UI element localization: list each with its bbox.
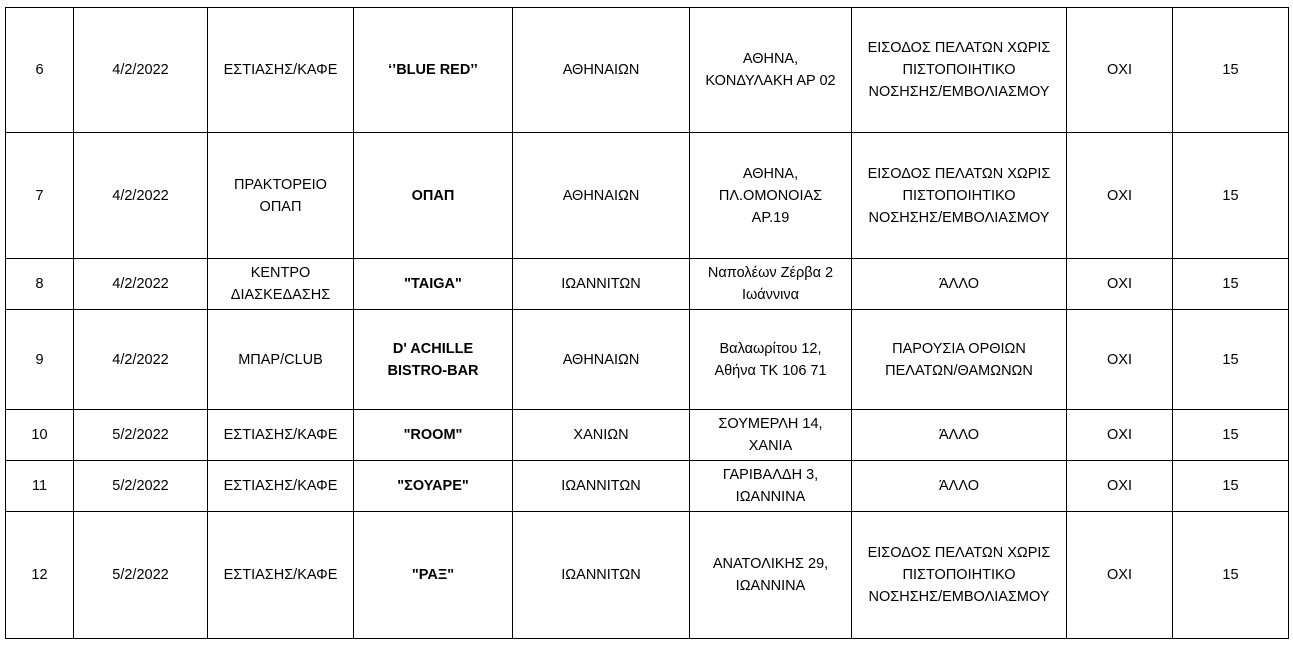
address-cell: Ναπολέων Ζέρβα 2 Ιωάννινα <box>690 259 852 310</box>
business-name-cell: D' ACHILLE BISTRO-BAR <box>354 310 513 410</box>
row-number: 11 <box>6 461 74 512</box>
category-cell: ΕΣΤΙΑΣΗΣ/ΚΑΦΕ <box>208 461 354 512</box>
address-cell: ΓΑΡΙΒΑΛΔΗ 3, ΙΩΑΝΝΙΝΑ <box>690 461 852 512</box>
date-cell: 4/2/2022 <box>74 133 208 259</box>
flag-cell: ΟΧΙ <box>1067 310 1173 410</box>
business-name-cell: "ΡΑΞ" <box>354 512 513 639</box>
value-cell: 15 <box>1173 8 1289 133</box>
value-cell: 15 <box>1173 310 1289 410</box>
violation-cell: ΕΙΣΟΔΟΣ ΠΕΛΑΤΩΝ ΧΩΡΙΣ ΠΙΣΤΟΠΟΙΗΤΙΚΟ ΝΟΣΗΣΗΣ/ΕΜΒΟΛΙΑΣΜΟΥ <box>852 8 1067 133</box>
region-cell: ΧΑΝΙΩΝ <box>513 410 690 461</box>
violation-cell: ΆΛΛΟ <box>852 259 1067 310</box>
inspection-table <box>5 7 1289 639</box>
region-cell: ΑΘΗΝΑΙΩΝ <box>513 133 690 259</box>
table-row <box>6 512 1289 639</box>
region-cell: ΑΘΗΝΑΙΩΝ <box>513 8 690 133</box>
value-cell: 15 <box>1173 512 1289 639</box>
date-cell: 4/2/2022 <box>74 8 208 133</box>
value-cell: 15 <box>1173 461 1289 512</box>
region-cell: ΙΩΑΝΝΙΤΩΝ <box>513 259 690 310</box>
row-number: 6 <box>6 8 74 133</box>
region-cell: ΙΩΑΝΝΙΤΩΝ <box>513 512 690 639</box>
row-number: 7 <box>6 133 74 259</box>
row-number: 12 <box>6 512 74 639</box>
table-row <box>6 259 1289 310</box>
flag-cell: ΟΧΙ <box>1067 259 1173 310</box>
category-cell: ΚΕΝΤΡΟ ΔΙΑΣΚΕΔΑΣΗΣ <box>208 259 354 310</box>
date-cell: 5/2/2022 <box>74 461 208 512</box>
category-cell: ΠΡΑΚΤΟΡΕΙΟ ΟΠΑΠ <box>208 133 354 259</box>
address-cell: ΣΟΥΜΕΡΛΗ 14, ΧΑΝΙΑ <box>690 410 852 461</box>
category-cell: ΜΠΑΡ/CLUB <box>208 310 354 410</box>
address-cell: ΑΘΗΝΑ, ΠΛ.ΟΜΟΝΟΙΑΣ ΑΡ.19 <box>690 133 852 259</box>
violation-cell: ΆΛΛΟ <box>852 410 1067 461</box>
date-cell: 4/2/2022 <box>74 259 208 310</box>
table-row <box>6 133 1289 259</box>
table-row <box>6 461 1289 512</box>
table-body <box>6 8 1289 639</box>
flag-cell: ΟΧΙ <box>1067 461 1173 512</box>
table-row <box>6 8 1289 133</box>
address-cell: ΑΘΗΝΑ, ΚΟΝΔΥΛΑΚΗ ΑΡ 02 <box>690 8 852 133</box>
business-name-cell: "ΣΟΥΑΡΕ" <box>354 461 513 512</box>
row-number: 9 <box>6 310 74 410</box>
address-cell: Βαλαωρίτου 12, Αθήνα ΤΚ 106 71 <box>690 310 852 410</box>
violation-cell: ΕΙΣΟΔΟΣ ΠΕΛΑΤΩΝ ΧΩΡΙΣ ΠΙΣΤΟΠΟΙΗΤΙΚΟ ΝΟΣΗΣΗΣ/ΕΜΒΟΛΙΑΣΜΟΥ <box>852 512 1067 639</box>
date-cell: 5/2/2022 <box>74 512 208 639</box>
table-row <box>6 410 1289 461</box>
flag-cell: ΟΧΙ <box>1067 512 1173 639</box>
flag-cell: ΟΧΙ <box>1067 410 1173 461</box>
violation-cell: ΕΙΣΟΔΟΣ ΠΕΛΑΤΩΝ ΧΩΡΙΣ ΠΙΣΤΟΠΟΙΗΤΙΚΟ ΝΟΣΗΣΗΣ/ΕΜΒΟΛΙΑΣΜΟΥ <box>852 133 1067 259</box>
date-cell: 4/2/2022 <box>74 310 208 410</box>
date-cell: 5/2/2022 <box>74 410 208 461</box>
row-number: 10 <box>6 410 74 461</box>
table-row <box>6 310 1289 410</box>
value-cell: 15 <box>1173 133 1289 259</box>
flag-cell: ΟΧΙ <box>1067 8 1173 133</box>
row-number: 8 <box>6 259 74 310</box>
region-cell: ΙΩΑΝΝΙΤΩΝ <box>513 461 690 512</box>
category-cell: ΕΣΤΙΑΣΗΣ/ΚΑΦΕ <box>208 410 354 461</box>
violation-cell: ΠΑΡΟΥΣΙΑ ΟΡΘΙΩΝ ΠΕΛΑΤΩΝ/ΘΑΜΩΝΩΝ <box>852 310 1067 410</box>
business-name-cell: ‘’BLUE RED’’ <box>354 8 513 133</box>
value-cell: 15 <box>1173 410 1289 461</box>
business-name-cell: "ROOM" <box>354 410 513 461</box>
business-name-cell: ΟΠΑΠ <box>354 133 513 259</box>
address-cell: ΑΝΑΤΟΛΙΚΗΣ 29, ΙΩΑΝΝΙΝΑ <box>690 512 852 639</box>
flag-cell: ΟΧΙ <box>1067 133 1173 259</box>
category-cell: ΕΣΤΙΑΣΗΣ/ΚΑΦΕ <box>208 512 354 639</box>
violation-cell: ΆΛΛΟ <box>852 461 1067 512</box>
business-name-cell: "TAIGA" <box>354 259 513 310</box>
category-cell: ΕΣΤΙΑΣΗΣ/ΚΑΦΕ <box>208 8 354 133</box>
value-cell: 15 <box>1173 259 1289 310</box>
region-cell: ΑΘΗΝΑΙΩΝ <box>513 310 690 410</box>
